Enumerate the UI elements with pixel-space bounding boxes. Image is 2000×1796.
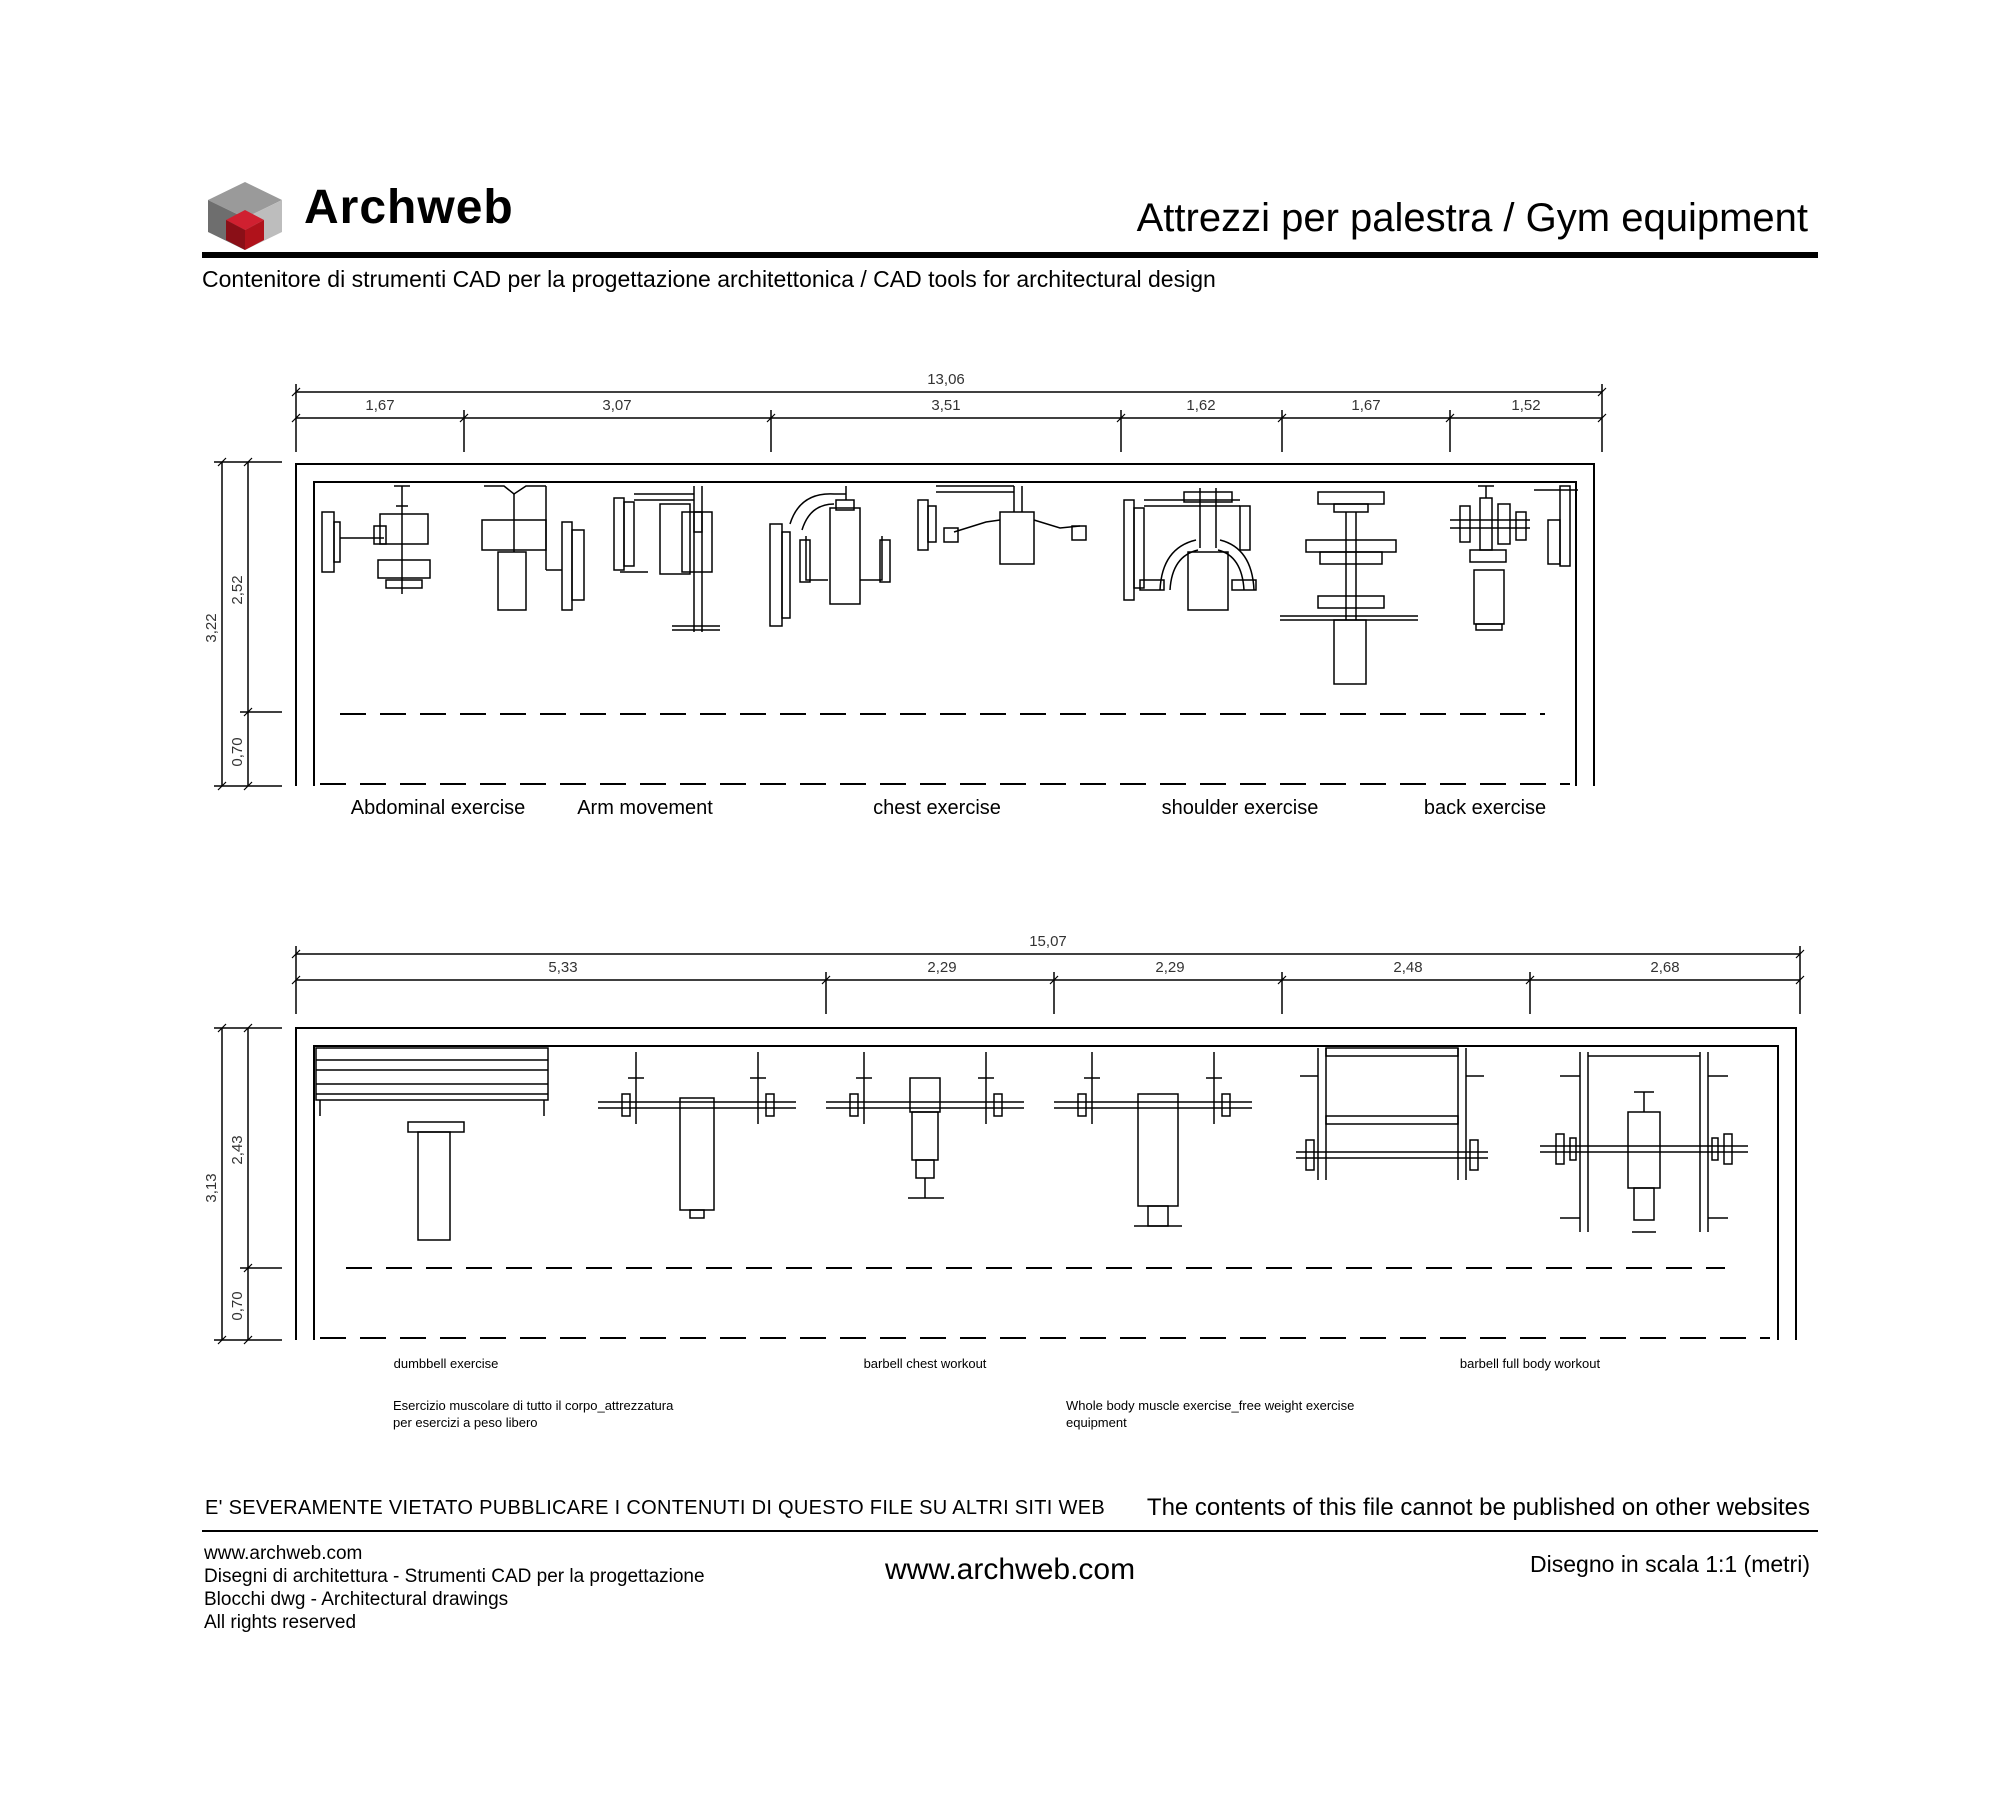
warning-english: The contents of this file cannot be published on other websites (1146, 1494, 1810, 1521)
bottom-segment-1: 5,33 (548, 959, 578, 976)
top-dimension-lines (214, 384, 1606, 790)
squat-rack (1296, 1048, 1488, 1180)
note-english-line1: Whole body muscle exercise_free weight exercise (1066, 1398, 1355, 1413)
note-italian-line1: Esercizio muscolare di tutto il corpo_attrezzatura (393, 1398, 674, 1413)
back-row-machine (1450, 486, 1578, 630)
category-dumbbell: dumbbell exercise (393, 1356, 499, 1371)
brand-name: Archweb (304, 181, 514, 234)
warning-italian: E' SEVERAMENTE VIETATO PUBBLICARE I CONTENUTI DI QUESTO FILE SU ALTRI SITI WEB (205, 1497, 1105, 1519)
top-segment-6: 1,52 (1511, 397, 1541, 414)
shoulder-press-machine (1124, 488, 1256, 610)
category-shoulder: shoulder exercise (1161, 797, 1319, 819)
top-vertical-part-2: 0,70 (229, 737, 246, 767)
dumbbell-rack (316, 1048, 548, 1240)
footer-rule (202, 1530, 1818, 1532)
bottom-dimension-lines (214, 946, 1804, 1344)
category-back: back exercise (1423, 797, 1547, 819)
top-segment-2: 3,07 (602, 397, 632, 414)
footer-rights: All rights reserved (204, 1612, 357, 1633)
chest-press-rack (614, 486, 720, 632)
page-subtitle: Contenitore di strumenti CAD per la progettazione architettonica / CAD tools for architectural design (202, 266, 1216, 292)
abdominal-machine (322, 486, 430, 594)
bottom-wall-outline (296, 1028, 1796, 1340)
bottom-segment-2: 2,29 (927, 959, 957, 976)
barbell-bench-2 (826, 1052, 1024, 1198)
bottom-vertical-total: 3,13 (203, 1173, 220, 1203)
category-barbell-chest: barbell chest workout (863, 1356, 987, 1371)
top-segment-1: 1,67 (365, 397, 395, 414)
top-segment-5: 1,67 (1351, 397, 1381, 414)
top-vertical-part-1: 2,52 (229, 575, 246, 605)
category-abdominal: Abdominal exercise (350, 797, 526, 819)
lat-pulldown-machine (1280, 492, 1418, 684)
bottom-segment-4: 2,48 (1393, 959, 1423, 976)
top-vertical-total: 3,22 (203, 613, 220, 643)
power-rack (1540, 1052, 1748, 1232)
footer-website-link[interactable]: www.archweb.com (885, 1553, 1136, 1586)
bottom-vertical-part-2: 0,70 (229, 1291, 246, 1321)
top-segment-3: 3,51 (931, 397, 961, 414)
pec-deck-machine (918, 486, 1086, 564)
page-title: Attrezzi per palestra / Gym equipment (1136, 196, 1808, 240)
footer-line-3: Blocchi dwg - Architectural drawings (204, 1589, 509, 1610)
top-segment-4: 1,62 (1186, 397, 1216, 414)
top-wall-outline (296, 464, 1594, 786)
note-italian-line2: per esercizi a peso libero (393, 1415, 538, 1430)
note-english-line2: equipment (1066, 1415, 1127, 1430)
arm-machine (482, 486, 584, 610)
footer-website[interactable]: www.archweb.com (204, 1543, 363, 1564)
category-chest: chest exercise (873, 797, 1001, 819)
bottom-vertical-part-1: 2,43 (229, 1135, 246, 1165)
bottom-segment-3: 2,29 (1155, 959, 1185, 976)
barbell-bench-1 (598, 1052, 796, 1218)
footer-line-2: Disegni di architettura - Strumenti CAD per la progettazione (204, 1566, 705, 1587)
footer-info (204, 1542, 705, 1634)
category-arm: Arm movement (577, 797, 713, 819)
category-barbell-full-body: barbell full body workout (1459, 1356, 1601, 1371)
bottom-total-width: 15,07 (1029, 933, 1067, 950)
top-total-width: 13,06 (927, 371, 965, 388)
bottom-segment-5: 2,68 (1650, 959, 1680, 976)
barbell-bench-3 (1054, 1052, 1252, 1226)
chest-fly-machine (770, 486, 890, 626)
drawing-scale: Disegno in scala 1:1 (metri) (1530, 1551, 1810, 1577)
